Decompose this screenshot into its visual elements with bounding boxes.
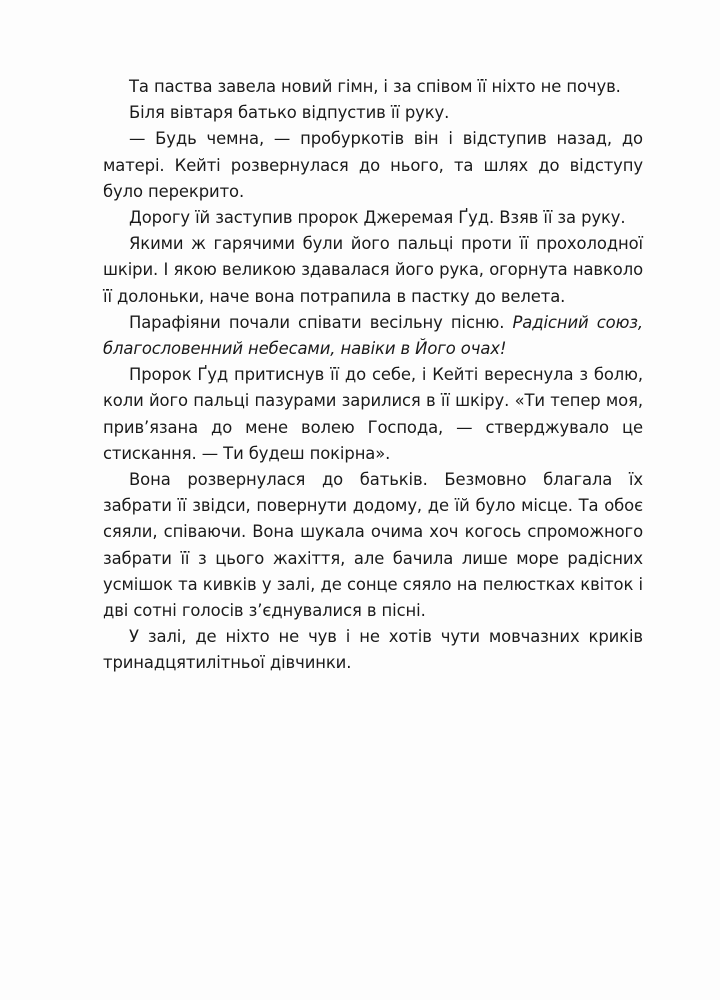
paragraph-7: Пророк Ґуд притиснув її до себе, і Кейті вереснула з болю, коли його пальці пазурами зарилися в її шкіру. «Ти тепер моя, прив’язана до мене волею Господа, — стверджувало це стискання. — Ти будеш покірна».: [103, 365, 643, 463]
paragraph-6-text: Парафіяни почали співати весільну пісню.: [129, 312, 513, 332]
paragraph-4: Дорогу їй заступив пророк Джеремая Ґуд. Взяв її за руку.: [129, 208, 626, 228]
paragraph-5: Якими ж гарячими були його пальці проти її прохолодної шкіри. І якою великою здавалася його рука, огорнута навколо її долоньки, наче вона потрапила в пастку до велета.: [103, 234, 643, 306]
paragraph-6: [103, 310, 643, 362]
paragraph-3: — Будь чемна, — пробуркотів він і відступив назад, до матері. Кейті розвернулася до нього, та шлях до відступу було перекрито.: [103, 129, 643, 201]
paragraph-8: Вона розвернулася до батьків. Безмовно благала їх забрати її звідси, повернути додому, де їй було місце. Та обоє сяяли, співаючи. Вона шукала очима хоч когось спроможного забрати її з цього жахіття, але бачила лише море радісних усмішок та кивків у залі, де сонце сяяло на пелюстках квіток і дві сотні голосів з’єднувалися в пісні.: [103, 470, 643, 621]
body-text: [103, 74, 643, 677]
paragraph-6-italic: Радісний союз, благословенний небесами, навіки в Його очах!: [103, 312, 643, 359]
paragraph-9: У залі, де ніхто не чув і не хотів чути мовчазних криків тринадцятилітньої дівчинки.: [103, 627, 643, 673]
paragraph-1: Та паства завела новий гімн, і за співом її ніхто не почув.: [129, 77, 621, 96]
paragraph-2: Біля вівтаря батько відпустив її руку.: [129, 103, 450, 123]
